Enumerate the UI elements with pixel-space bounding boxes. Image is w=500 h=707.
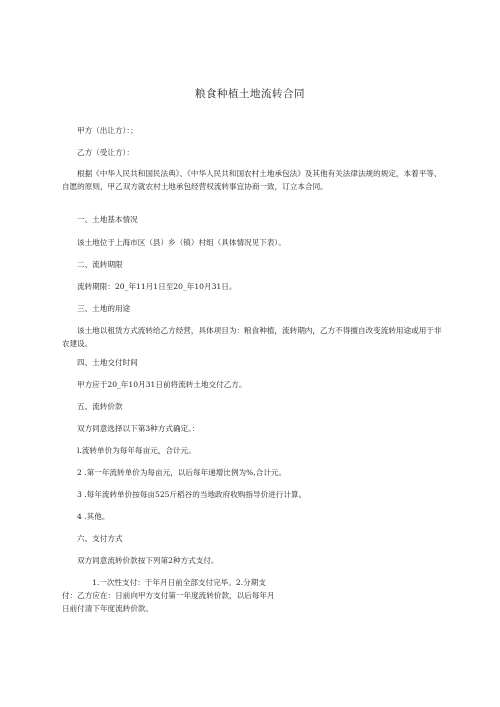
- section-3-heading: 三、土地的用途: [77, 304, 131, 313]
- party-b-line: 乙方（受让方）：: [77, 148, 134, 157]
- party-a-line: 甲方（出让方）：；: [77, 126, 138, 135]
- section-1-heading: 一、土地基本情况: [77, 215, 138, 224]
- section-5-option-4: 4 .其他。: [77, 512, 110, 521]
- document-title: 粮食种植土地流转合同: [195, 88, 305, 100]
- section-5-heading: 五、流转价款: [77, 402, 123, 411]
- section-6-heading: 六、支付方式: [77, 534, 123, 543]
- section-5-option-1: l.流转单价为每年每亩元，合计元。: [77, 446, 196, 455]
- section-5-text: 双方同意选择以下第3种方式确定。：: [77, 424, 200, 433]
- section-5-option-3: 3 .每年流转单价按每亩525斤稻谷的当地政府收购指导价进行计算。: [77, 490, 307, 499]
- section-2-heading: 二、流转期限: [77, 260, 123, 269]
- preamble-paragraph: 根据《中华人民共和国民法典》、《中华人民共和国农村土地承包法》及其他有关法律法规的规定，本着平等、自愿的原则，甲乙双方就农村土地承包经营权流转事宜协商一致，订立本合同。: [62, 169, 442, 191]
- section-4-text: 甲方应于20_年10月31日前将流转土地交付乙方。: [77, 380, 247, 389]
- section-2-text: 流转期限：20_年11月1日至20_年10月31日。: [77, 282, 237, 291]
- section-4-heading: 四、土地交付时间: [77, 358, 138, 367]
- section-6-line-1: 1.一次性支付：于年月日前全部支付完毕。2.分期支: [92, 578, 266, 587]
- section-5-option-2: 2 .第一年流转单价为每亩元，以后每年递增比例为%,合计元。: [77, 468, 287, 477]
- section-6-line-3: 日前付清下年度流转价款。: [62, 604, 154, 613]
- section-6-line-2: 付：乙方应在：日前向甲方支付第一年度流转价款，以后每年月: [62, 591, 275, 600]
- section-6-text: 双方同意流转价款按下列第2种方式支付。: [77, 556, 219, 565]
- section-1-text: 该土地位于上海市区（县）乡（镇）村组（具体情况见下表）。: [77, 238, 286, 247]
- section-3-text: 该土地以租赁方式流转给乙方经营，具体项目为：粮食种植，流转期内，乙方不得擅自改变流转用途或用于非农建设。: [62, 326, 442, 348]
